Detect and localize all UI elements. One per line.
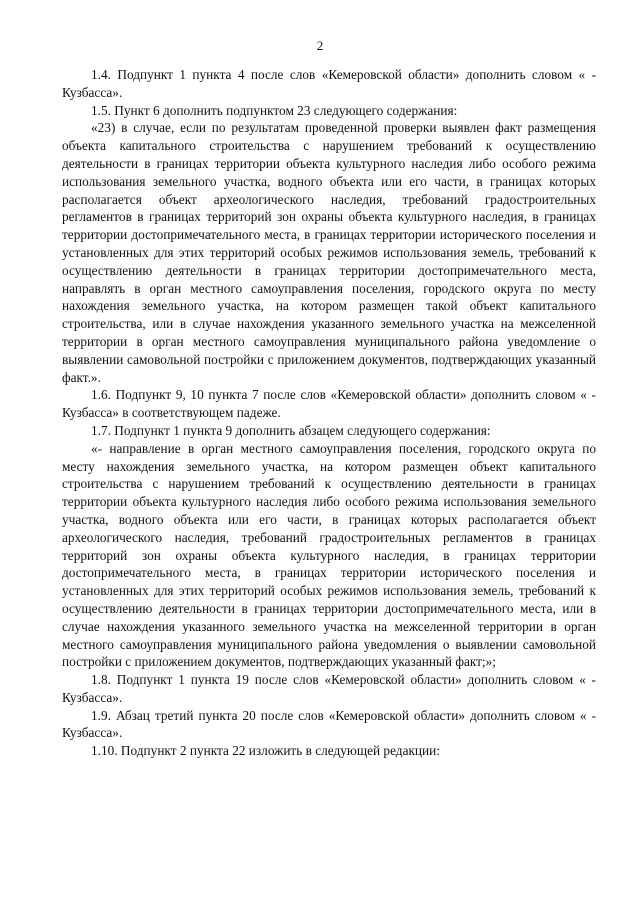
paragraph-new-abzac: «- направление в орган местного самоуправления поселения, городского округа по месту нахождения земельного участка, на котором размещен объект капитального строительства с нарушением требований к осуществлению деятельности в границах территории объекта культурного наследия либо особого режима использования земельного участка, водного объекта или его части, в границах которых располагается объект археологического наследия, требований градостроительных регламентов в границах территорий зон охраны объекта культурного наследия, в границах территории достопримечательного места, в границах территории исторического поселения и установленных для этих территорий особых режимов использования земель, требований к осуществлению деятельности в границах территории достопримечательного места, или в случае нахождения указанного земельного участка на межселенной территории в орган местного самоуправления муниципального района уведомления о выявлении самовольной постройки с приложением документов, подтверждающих указанный факт;»;	[62, 440, 596, 670]
paragraph-1-8: 1.8. Подпункт 1 пункта 19 после слов «Кемеровской области» дополнить словом « - Кузбасса».	[62, 672, 596, 705]
paragraph-1-9: 1.9. Абзац третий пункта 20 после слов «Кемеровской области» дополнить словом « - Кузбасса».	[62, 707, 596, 741]
paragraph-1-6: 1.6. Подпункт 9, 10 пункта 7 после слов «Кемеровской области» дополнить словом « - Кузбасса» в соответствующем падеже.	[62, 387, 596, 421]
paragraph-1-7: 1.7. Подпункт 1 пункта 9 дополнить абзацем следующего содержания:	[91, 422, 491, 438]
document-body	[62, 66, 596, 760]
page-number: 2	[316, 38, 324, 53]
paragraph-subpoint-23: «23) в случае, если по результатам проведенной проверки выявлен факт размещения объекта капитального строительства с нарушением требований к осуществлению деятельности в границах территории объекта культурного наследия либо особого режима использования земельного участка, водного объекта или его части, в границах которых располагается объект археологического наследия, требований градостроительных регламентов в границах территорий зон охраны объекта культурного наследия, в границах территории достопримечательного места, в границах территории исторического поселения и установленных для этих территорий особых режимов использования земель, требований к осуществлению деятельности в границах территории достопримечательного места, направлять в орган местного самоуправления поселения, городского округа по месту нахождения земельного участка, на котором размещен такой объект капитального строительства, или в случае нахождения указанного земельного участка на межселенной территории в орган местного самоуправления муниципального района уведомление о выявлении самовольной постройки с приложением документов, подтверждающих указанный факт.».	[62, 120, 596, 385]
paragraph-1-10: 1.10. Подпункт 2 пункта 22 изложить в следующей редакции:	[91, 743, 440, 759]
paragraph-1-4: 1.4. Подпункт 1 пункта 4 после слов «Кемеровской области» дополнить словом « - Кузбасса».	[62, 67, 596, 100]
paragraph-1-5: 1.5. Пункт 6 дополнить подпунктом 23 следующего содержания:	[91, 102, 458, 118]
